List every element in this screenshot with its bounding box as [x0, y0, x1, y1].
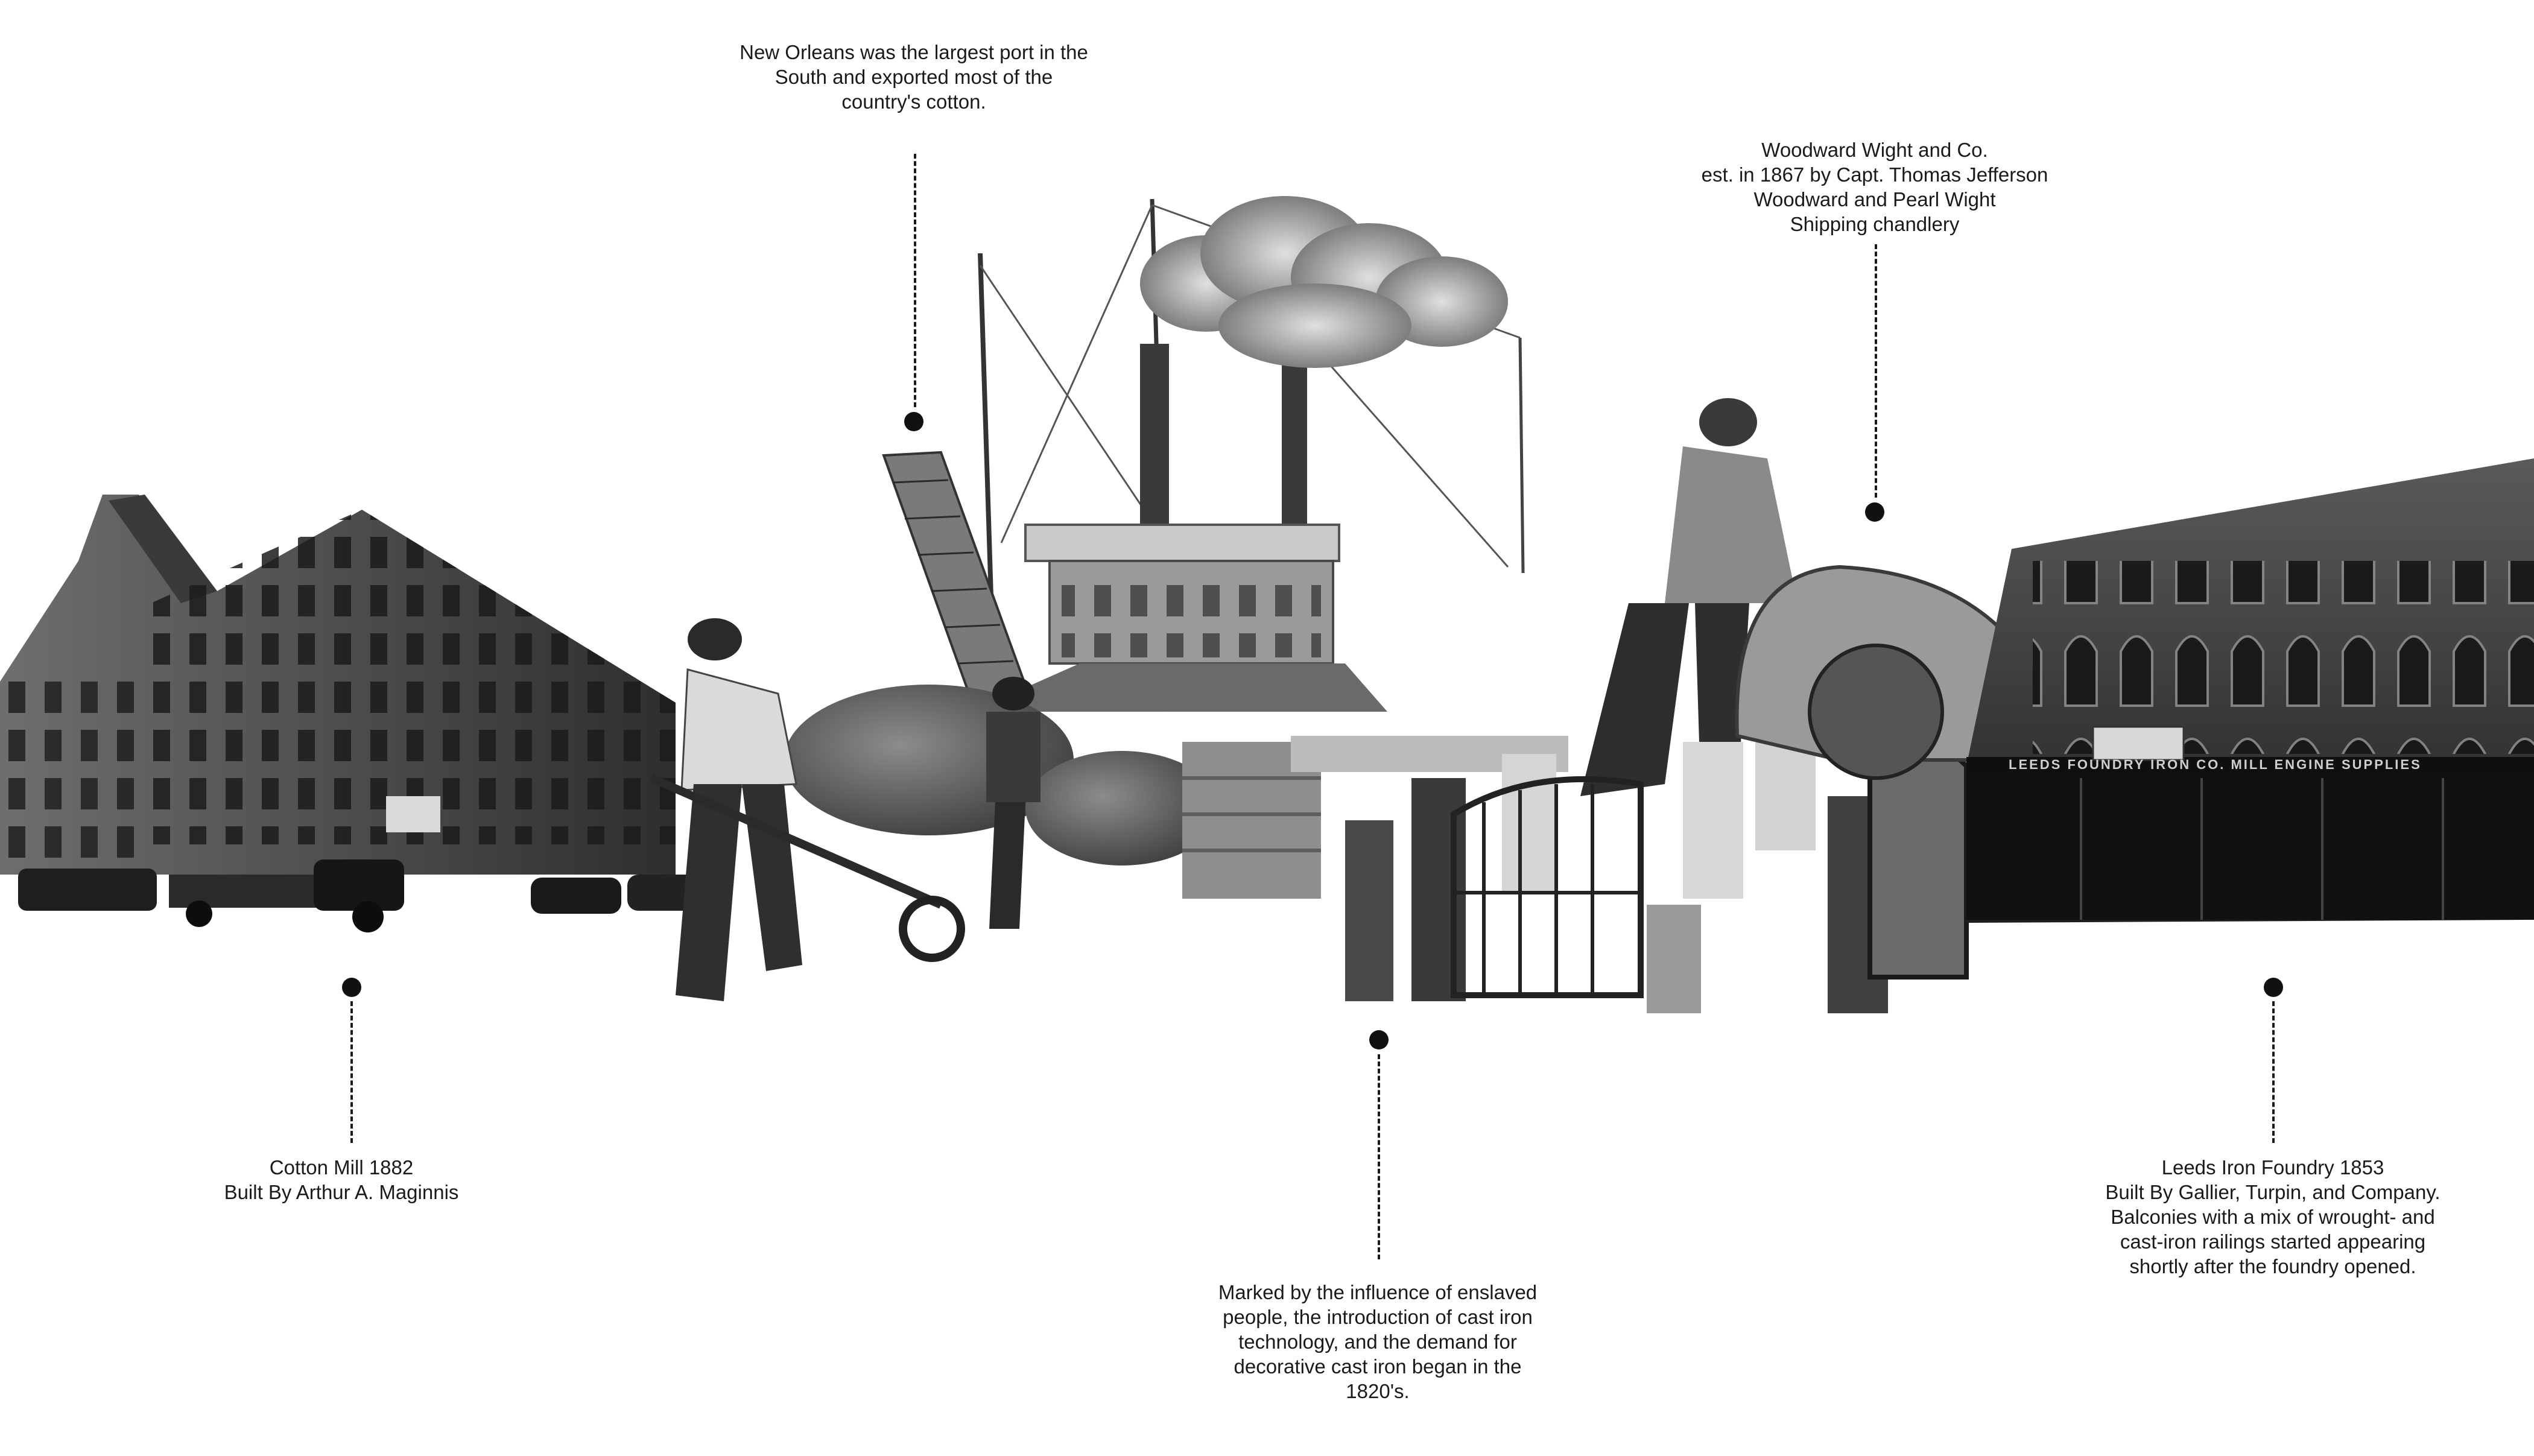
- marker-dot-cast-iron: [1369, 1030, 1389, 1049]
- caption-chandlery-line-2: est. in 1867 by Capt. Thomas Jefferson: [1701, 163, 2048, 186]
- foundry-sign-text: LEEDS FOUNDRY IRON CO. MILL ENGINE SUPPLIES: [2009, 757, 2422, 772]
- marker-dot-chandlery: [1865, 502, 1884, 522]
- leader-cast-iron: [1378, 1054, 1380, 1259]
- marker-dot-port: [904, 412, 923, 431]
- caption-foundry-line-4: cast-iron railings started appearing: [2120, 1230, 2426, 1253]
- leeds-iron-foundry-building: [1966, 458, 2534, 923]
- caption-cast-iron-line-4: decorative cast iron began in the: [1234, 1355, 1522, 1378]
- caption-cotton-mill: [160, 1155, 522, 1204]
- caption-port-line-2: South and exported most of the: [774, 66, 1053, 88]
- caption-cast-iron-line-3: technology, and the demand for: [1238, 1331, 1517, 1353]
- smoke-cloud: [1140, 196, 1508, 368]
- caption-cast-iron-line-1: Marked by the influence of enslaved: [1218, 1281, 1538, 1303]
- leader-cotton-mill: [350, 1001, 353, 1143]
- caption-foundry-line-1: Leeds Iron Foundry 1853: [2161, 1156, 2384, 1179]
- caption-chandlery: [1633, 138, 2116, 236]
- caption-cast-iron-line-5: 1820's.: [1346, 1380, 1410, 1402]
- caption-port: [673, 40, 1155, 114]
- leader-foundry: [2272, 1001, 2275, 1143]
- caption-cast-iron: [1136, 1280, 1619, 1404]
- caption-chandlery-line-1: Woodward Wight and Co.: [1761, 139, 1988, 161]
- caption-cotton-mill-line-2: Built By Arthur A. Maginnis: [224, 1181, 459, 1203]
- cotton-mill-building: [0, 495, 676, 875]
- caption-foundry-line-5: shortly after the foundry opened.: [2129, 1255, 2416, 1277]
- caption-cast-iron-line-2: people, the introduction of cast iron: [1223, 1306, 1533, 1328]
- caption-foundry: [2032, 1155, 2514, 1279]
- caption-foundry-line-2: Built By Gallier, Turpin, and Company.: [2105, 1181, 2441, 1203]
- caption-chandlery-line-4: Shipping chandlery: [1790, 213, 1960, 235]
- caption-foundry-line-3: Balconies with a mix of wrought- and: [2111, 1206, 2435, 1228]
- caption-chandlery-line-3: Woodward and Pearl Wight: [1753, 188, 1996, 210]
- leader-chandlery: [1875, 244, 1877, 498]
- marker-dot-foundry: [2264, 978, 2283, 997]
- caption-port-line-3: country's cotton.: [841, 90, 986, 113]
- caption-cotton-mill-line-1: Cotton Mill 1882: [269, 1156, 414, 1179]
- caption-port-line-1: New Orleans was the largest port in the: [740, 41, 1088, 63]
- leader-port: [914, 154, 916, 407]
- marker-dot-cotton-mill: [342, 978, 361, 997]
